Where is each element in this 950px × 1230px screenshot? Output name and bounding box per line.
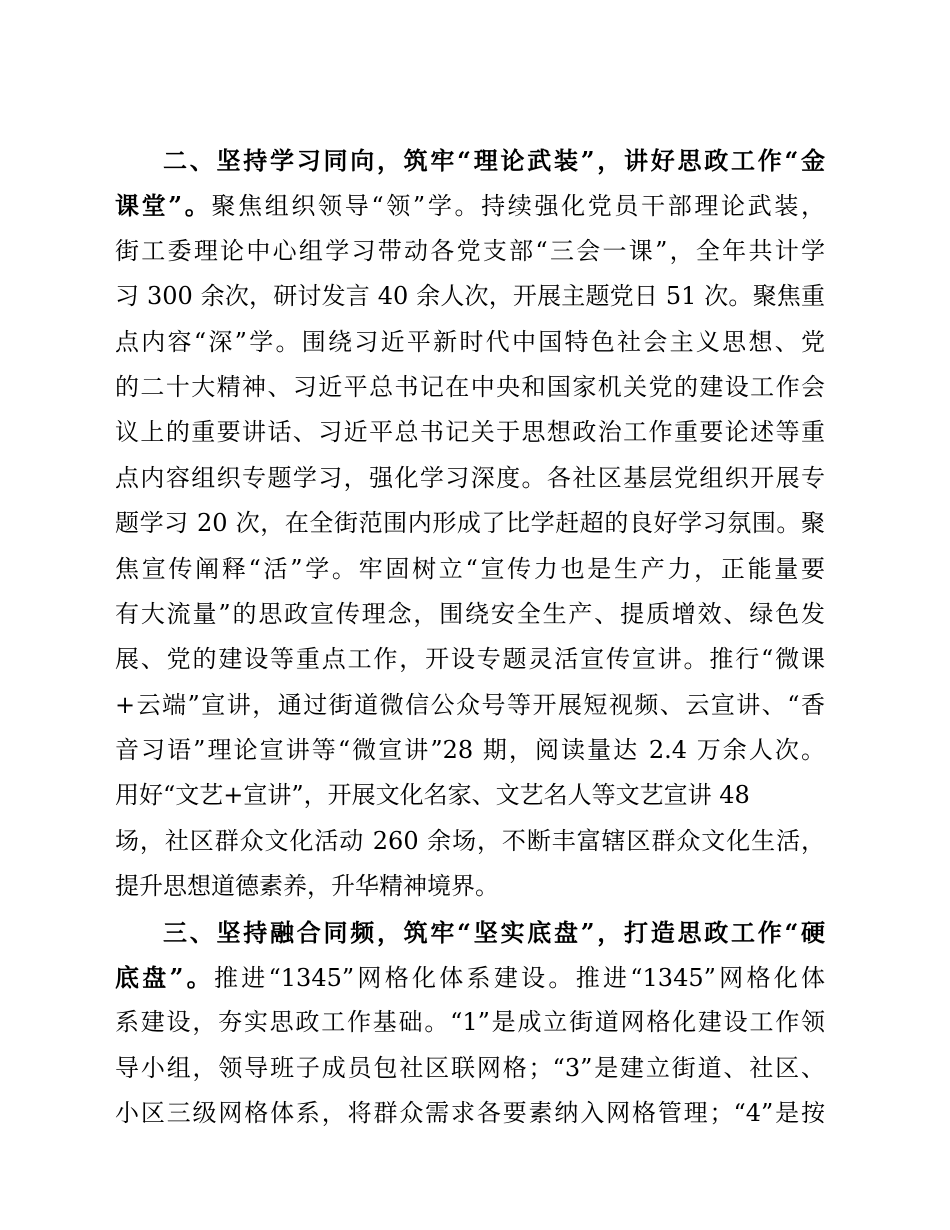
section2-heading-continued: 课堂”。 (115, 191, 212, 221)
document-page (115, 138, 825, 1137)
section3-heading-continued: 底盘”。 (115, 963, 214, 993)
section2-line: 的二十大精神、习近平总书记在中央和国家机关党的建设工作会 (115, 372, 825, 401)
section2-line: 街工委理论中心组学习带动各党支部“三会一课”，全年共计学 (115, 236, 825, 265)
section2-text: 聚焦组织领导“领”学。持续强化党员干部理论武装， (211, 192, 825, 221)
section2-line: 场，社区群众文化活动 260 余场，不断丰富辖区群众文化生活， (115, 826, 825, 855)
section2-line-last: 提升思想道德素养，升华精神境界。 (115, 872, 499, 901)
section3-line: 小区三级网格体系，将群众需求各要素纳入网格管理；“4”是按 (115, 1099, 825, 1128)
section3-line: 导小组，领导班子成员包社区联网格；“3”是建立街道、社区、 (115, 1053, 825, 1082)
section2-line: 有大流量”的思政宣传理念，围绕安全生产、提质增效、绿色发 (115, 599, 825, 628)
section2-line: 习 300 余次，研讨发言 40 余人次，开展主题党日 51 次。聚焦重 (115, 282, 825, 311)
section2-heading: 二、坚持学习同向，筑牢“理论武装”，讲好思政工作“金 (163, 146, 825, 175)
section2-line: 点内容“深”学。围绕习近平新时代中国特色社会主义思想、党 (115, 327, 825, 356)
section2-line: 音习语”理论宣讲等“微宣讲”28 期，阅读量达 2.4 万余人次。 (115, 736, 825, 765)
section2-line: 议上的重要讲话、习近平总书记关于思想政治工作重要论述等重 (115, 418, 825, 447)
section2-line: 点内容组织专题学习，强化学习深度。各社区基层党组织开展专 (115, 463, 825, 492)
section2-line: 焦宣传阐释“活”学。牢固树立“宣传力也是生产力，正能量要 (115, 554, 825, 583)
section2-line-2 (115, 183, 825, 228)
section2-line: 展、党的建设等重点工作，开设专题灵活宣传宣讲。推行“微课 (115, 645, 825, 674)
section2-line: 用好“文艺+宣讲”，开展文化名家、文艺名人等文艺宣讲 48 (115, 781, 750, 810)
section3-line-2 (115, 955, 825, 1000)
section3-heading: 三、坚持融合同频，筑牢“坚实底盘”，打造思政工作“硬 (163, 917, 825, 947)
section3-line: 系建设，夯实思政工作基础。“1”是成立街道网格化建设工作领 (115, 1008, 825, 1037)
section2-line: +云端”宣讲，通过街道微信公众号等开展短视频、云宣讲、“香 (115, 690, 825, 719)
section3-text: 推进“1345”网格化体系建设。推进“1345”网格化体 (213, 964, 826, 993)
section2-line: 题学习 20 次，在全街范围内形成了比学赶超的良好学习氛围。聚 (115, 509, 825, 538)
